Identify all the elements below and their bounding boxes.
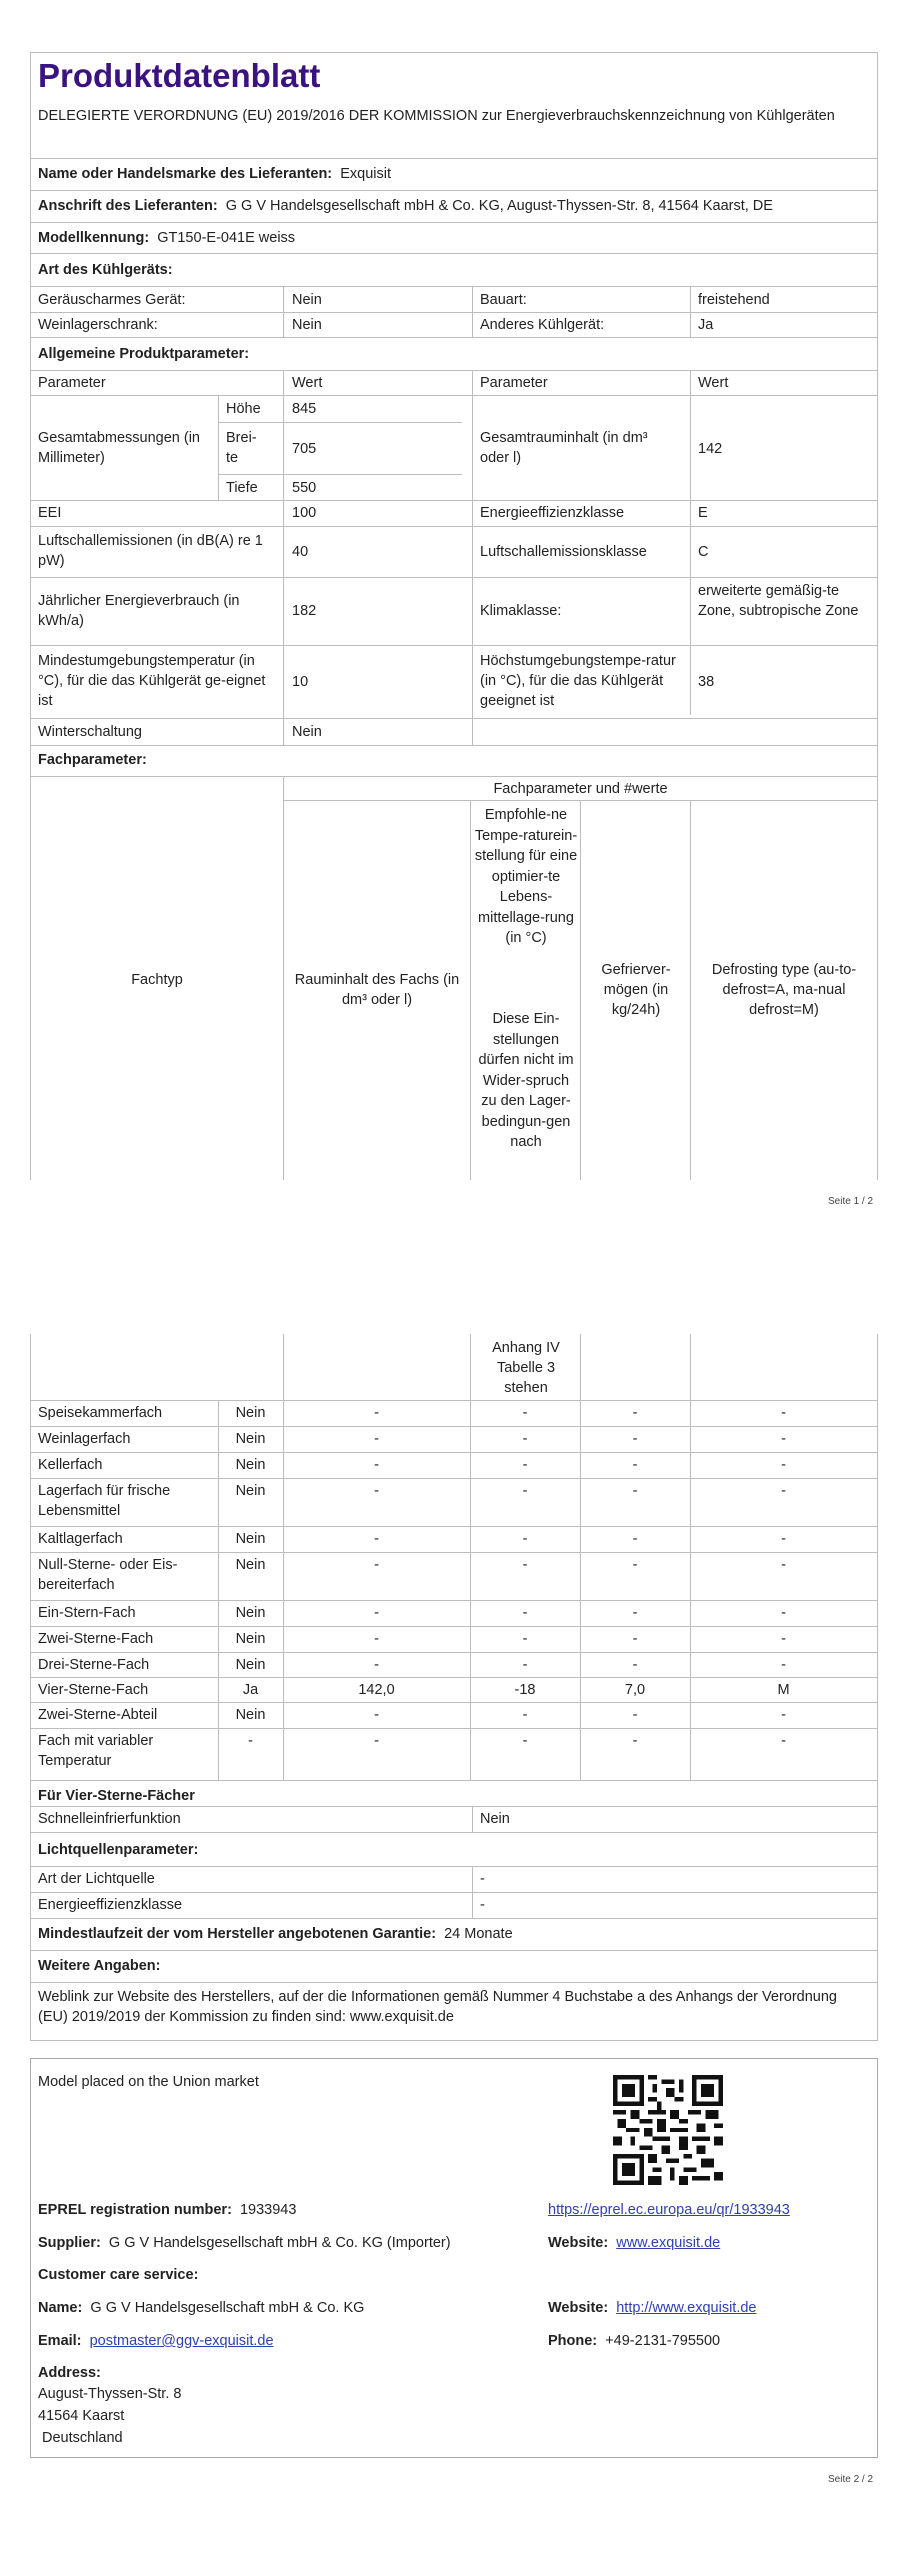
dim-value: 705	[292, 441, 317, 457]
address-line: August-Thyssen-Str. 8	[38, 2386, 182, 2402]
general-section-heading: Allgemeine Produktparameter:	[38, 346, 250, 362]
website2-link[interactable]: http://www.exquisit.de	[616, 2300, 757, 2316]
fach-row-value: -	[632, 1531, 638, 1547]
fach-row-value: -	[781, 1531, 786, 1547]
volume-label: Gesamtrauminhalt (in dm³ oder l)	[480, 430, 648, 466]
type-cell: Anderes Kühlgerät:	[480, 317, 605, 333]
fach-row-value: -	[632, 1631, 638, 1647]
fach-row-value: -	[374, 1707, 379, 1723]
fach-row-value: -	[781, 1631, 786, 1647]
fach-group-header: Fachparameter und #werte	[493, 781, 668, 797]
fach-row-value: -	[522, 1531, 528, 1547]
param-header: Wert	[698, 375, 729, 391]
fach-row-value: -	[522, 1707, 528, 1723]
fach-row-value: -	[374, 1557, 379, 1573]
fach-row-value: 7,0	[624, 1682, 646, 1698]
fach-row-value: -	[781, 1707, 786, 1723]
light-type-label: Art der Lichtquelle	[38, 1871, 155, 1887]
fach-row-value: -	[522, 1657, 528, 1673]
fach-row-value: -	[781, 1733, 786, 1749]
fach-row-value: -	[522, 1405, 528, 1421]
fach-row-value: Nein	[235, 1457, 266, 1473]
address-label: Address:	[38, 2365, 101, 2381]
light-class-label: Energieeffizienzklasse	[38, 1897, 183, 1913]
fach-row-value: Nein	[235, 1707, 266, 1723]
fach-row-value: -	[632, 1405, 638, 1421]
fach-row-value: -	[374, 1405, 379, 1421]
param-cell: Energieeffizienzklasse	[480, 505, 625, 521]
fach-row-value: M	[777, 1682, 790, 1698]
page-number: Seite 2 / 2	[828, 2474, 874, 2485]
eprel-url-link[interactable]: https://eprel.ec.europa.eu/qr/1933943	[548, 2202, 790, 2218]
qr-code-icon	[613, 2075, 723, 2185]
supplier-name-row: Name oder Handelsmarke des Lieferanten: Exquisit	[38, 166, 391, 182]
eprel-email-row: Email: postmaster@ggv-exquisit.de	[38, 2333, 274, 2349]
type-cell: Nein	[292, 317, 322, 333]
page-number: Seite 1 / 2	[828, 1196, 874, 1207]
fach-row-value: -	[522, 1733, 528, 1749]
fach-row-value: -	[781, 1431, 786, 1447]
eprel-reg-row: EPREL registration number: 1933943	[38, 2202, 297, 2218]
light-section-heading: Lichtquellenparameter:	[38, 1842, 199, 1858]
fach-row-label: Weinlagerfach	[38, 1431, 131, 1447]
fach-row-value: Nein	[235, 1483, 266, 1499]
fach-col-volume: Rauminhalt des Fachs (in dm³ oder l)	[294, 972, 460, 1008]
fach-row-value: -	[632, 1657, 638, 1673]
fach-row-value: -18	[514, 1682, 536, 1698]
fach-row-value: 142,0	[358, 1682, 395, 1698]
fach-row-label: Lagerfach für frische Lebensmittel	[38, 1483, 171, 1519]
fach-row-label: Drei-Sterne-Fach	[38, 1657, 150, 1673]
fach-col-freeze: Gefrierver-mögen (in kg/24h)	[601, 962, 671, 1018]
fach-row-value: -	[374, 1483, 379, 1499]
fach-row-value: -	[374, 1457, 379, 1473]
fach-col-temperature-cont: Anhang IV Tabelle 3 stehen	[492, 1340, 560, 1396]
type-cell: Weinlagerschrank:	[38, 317, 158, 333]
fach-row-value: -	[374, 1631, 379, 1647]
eprel-name-row: Name: G G V Handelsgesellschaft mbH & Co. KG	[38, 2300, 365, 2316]
param-cell: Winterschaltung	[38, 724, 142, 740]
fach-row-value: -	[632, 1457, 638, 1473]
page-subtitle: DELEGIERTE VERORDNUNG (EU) 2019/2016 DER KOMMISSION zur Energieverbrauchskennzeichnung von Kühlgeräten	[38, 108, 835, 124]
type-cell: freistehend	[698, 292, 770, 308]
eprel-website2-row: Website: http://www.exquisit.de	[548, 2300, 757, 2316]
customer-care-heading: Customer care service:	[38, 2267, 199, 2283]
fach-row-value: -	[522, 1431, 528, 1447]
param-cell: 40	[292, 544, 309, 560]
fach-row-label: Speisekammerfach	[38, 1405, 163, 1421]
fach-row-value: Nein	[235, 1531, 266, 1547]
quick-freeze-label: Schnelleinfrierfunktion	[38, 1811, 181, 1827]
address-line: Deutschland	[42, 2430, 123, 2446]
param-cell: 182	[292, 603, 317, 619]
fach-col-type: Fachtyp	[131, 972, 183, 988]
fach-row-value: Ja	[242, 1682, 259, 1698]
dim-label: Brei-te	[226, 430, 257, 466]
fach-row-value: -	[632, 1431, 638, 1447]
fach-row-value: -	[522, 1605, 528, 1621]
type-cell: Geräuscharmes Gerät:	[38, 292, 186, 308]
type-section-heading: Art des Kühlgeräts:	[38, 262, 173, 278]
param-cell: 10	[292, 674, 309, 690]
page-title: Produktdatenblatt	[38, 57, 321, 94]
param-cell: Mindestumgebungstemperatur (in °C), für die das Kühlgerät ge-eignet ist	[38, 653, 266, 709]
fach-row-value: -	[374, 1733, 379, 1749]
dim-value: 550	[292, 480, 317, 496]
quick-freeze-value: Nein	[480, 1811, 510, 1827]
fach-row-value: -	[374, 1657, 379, 1673]
fach-row-label: Zwei-Sterne-Fach	[38, 1631, 154, 1647]
fach-row-value: -	[781, 1483, 786, 1499]
volume-value: 142	[698, 441, 723, 457]
fach-row-value: -	[632, 1707, 638, 1723]
fach-row-value: -	[374, 1605, 379, 1621]
more-section-heading: Weitere Angaben:	[38, 1958, 161, 1974]
param-cell: 100	[292, 505, 317, 521]
warranty-row: Mindestlaufzeit der vom Hersteller angebotenen Garantie: 24 Monate	[38, 1926, 513, 1942]
eprel-website-row: Website: www.exquisit.de	[548, 2235, 721, 2251]
param-cell: C	[698, 544, 709, 560]
dim-label: Höhe	[226, 401, 261, 417]
fach-row-label: Kellerfach	[38, 1457, 103, 1473]
param-cell: Klimaklasse:	[480, 603, 562, 619]
fach-row-value: -	[522, 1631, 528, 1647]
type-cell: Ja	[698, 317, 714, 333]
fach-row-value: Nein	[235, 1557, 266, 1573]
fach-section-heading: Fachparameter:	[38, 752, 147, 768]
fach-row-value: -	[522, 1483, 528, 1499]
fach-row-value: -	[632, 1733, 638, 1749]
fach-row-value: -	[781, 1457, 786, 1473]
four-star-section-heading: Für Vier-Sterne-Fächer	[38, 1788, 195, 1804]
dim-value: 845	[292, 401, 317, 417]
param-header: Wert	[292, 375, 323, 391]
param-cell: Luftschallemissionen (in dB(A) re 1 pW)	[38, 533, 263, 569]
fach-row-label: Zwei-Sterne-Abteil	[38, 1707, 158, 1723]
param-cell: Höchstumgebungstempe-ratur (in °C), für die das Kühlgerät geeignet ist	[480, 653, 676, 709]
fach-row-value: -	[781, 1605, 786, 1621]
supplier-address-row: Anschrift des Lieferanten: G G V Handelsgesellschaft mbH & Co. KG, August-Thyssen-Str. 8, 41564 Kaarst, DE	[38, 198, 773, 214]
fach-col-temperature: Empfohle-ne Tempe-raturein-stellung für eine optimier-te Lebens-mittellage-rung (in °C)	[474, 807, 578, 946]
email-link[interactable]: postmaster@ggv-exquisit.de	[89, 2333, 274, 2349]
eprel-phone-row: Phone: +49-2131-795500	[548, 2333, 721, 2349]
address-line: 41564 Kaarst	[38, 2408, 125, 2424]
param-cell: E	[698, 505, 708, 521]
type-cell: Nein	[292, 292, 322, 308]
fach-row-value: -	[781, 1557, 786, 1573]
fach-row-value: -	[632, 1483, 638, 1499]
fach-row-value: -	[248, 1733, 253, 1749]
fach-row-value: Nein	[235, 1431, 266, 1447]
fach-row-label: Null-Sterne- oder Eis-bereiterfach	[38, 1557, 178, 1593]
fach-row-value: -	[781, 1405, 786, 1421]
dimensions-label: Gesamtabmessungen (in Millimeter)	[38, 430, 200, 466]
website-link[interactable]: www.exquisit.de	[616, 2235, 721, 2251]
fach-row-value: -	[374, 1531, 379, 1547]
model-row: Modellkennung: GT150-E-041E weiss	[38, 230, 296, 246]
param-cell: Nein	[292, 724, 322, 740]
fach-row-value: -	[632, 1605, 638, 1621]
fach-col-temperature-note: Diese Ein-stellungen dürfen nicht im Wider-spruch zu den Lager-bedingun-gen nach	[478, 1011, 574, 1150]
weblink-text: Weblink zur Website des Herstellers, auf der die Informationen gemäß Nummer 4 Buchstabe a des Anhangs der Verordnung (EU) 2019/2019 der Kommission zu finden sind: www.exquisit.de	[38, 1989, 838, 2025]
eprel-supplier-row: Supplier: G G V Handelsgesellschaft mbH & Co. KG (Importer)	[38, 2235, 451, 2251]
param-header: Parameter	[480, 375, 548, 391]
fach-row-value: -	[781, 1657, 786, 1673]
fach-col-defrost: Defrosting type (au-to-defrost=A, ma-nual defrost=M)	[711, 962, 857, 1018]
param-cell: EEI	[38, 505, 62, 521]
fach-row-value: Nein	[235, 1631, 266, 1647]
fach-row-label: Ein-Stern-Fach	[38, 1605, 136, 1621]
dim-label: Tiefe	[226, 480, 258, 496]
fach-row-value: -	[374, 1431, 379, 1447]
param-cell: erweiterte gemäßig-te Zone, subtropische Zone	[698, 583, 859, 619]
fach-row-value: Nein	[235, 1657, 266, 1673]
fach-row-value: Nein	[235, 1405, 266, 1421]
fach-row-label: Kaltlagerfach	[38, 1531, 123, 1547]
fach-row-value: -	[522, 1557, 528, 1573]
fach-row-value: -	[522, 1457, 528, 1473]
light-class-value: -	[480, 1897, 485, 1913]
fach-row-label: Fach mit variabler Temperatur	[38, 1733, 154, 1769]
placed-on-market: Model placed on the Union market	[38, 2074, 259, 2090]
fach-row-value: Nein	[235, 1605, 266, 1621]
param-cell: Jährlicher Energieverbrauch (in kWh/a)	[38, 593, 240, 629]
fach-row-value: -	[632, 1557, 638, 1573]
param-cell: Luftschallemissionsklasse	[480, 544, 647, 560]
param-cell: 38	[698, 674, 715, 690]
fach-row-label: Vier-Sterne-Fach	[38, 1682, 149, 1698]
type-cell: Bauart:	[480, 292, 527, 308]
light-type-value: -	[480, 1871, 485, 1887]
param-header: Parameter	[38, 375, 106, 391]
